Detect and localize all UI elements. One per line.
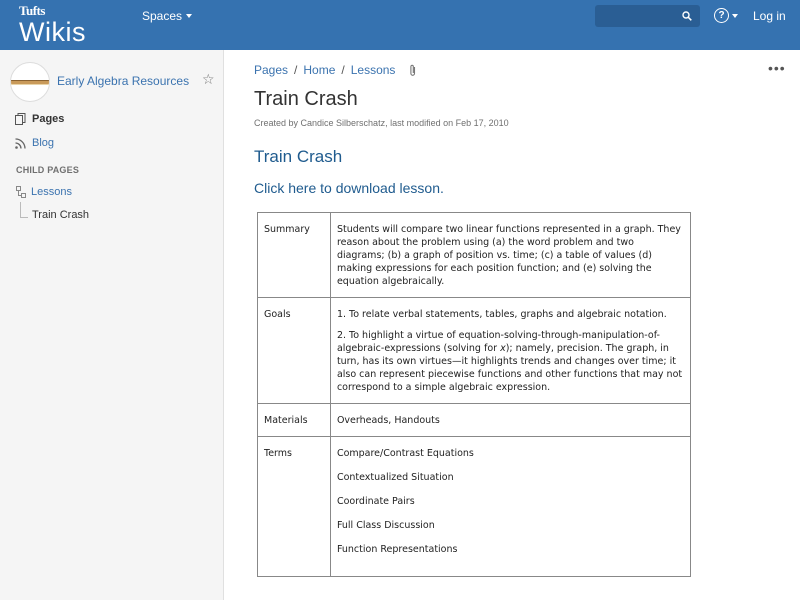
rss-icon [15,138,26,149]
goal-variable: x [500,343,506,354]
chevron-down-icon [732,14,738,18]
star-icon[interactable]: ☆ [202,71,215,87]
goal-item [337,329,684,394]
sidebar [0,50,224,600]
page-title: Train Crash [254,88,358,110]
term-item: Contextualized Situation [336,472,454,483]
sidebar-item-blog[interactable] [15,137,54,149]
child-pages-heading: CHILD PAGES [16,165,80,175]
sidebar-item-pages[interactable] [15,113,64,125]
logo-bottom-text: Wikis [19,17,86,47]
breadcrumb-home[interactable]: Home [303,63,336,77]
page-tree-icon [16,186,26,198]
row-label: Terms [258,437,331,577]
logo-top-text: Tufts [19,3,45,18]
space-name-link[interactable]: Early Algebra Resources [57,74,190,88]
more-actions-button[interactable]: ••• [768,60,786,76]
sidebar-item-label: Pages [32,113,65,125]
goals-cell [330,298,690,404]
breadcrumb [254,63,417,77]
breadcrumb-lessons[interactable]: Lessons [350,63,396,77]
search-icon [682,11,692,21]
goal-text: 2. To highlight a virtue of equation-solving-through-manipulation-of-algebraic-expressions (solving for [336,330,660,354]
child-page-lessons[interactable] [16,186,72,198]
breadcrumb-pages[interactable]: Pages [254,63,289,77]
spaces-label: Spaces [142,9,183,23]
row-label: Materials [258,404,331,437]
top-navigation-bar [0,0,800,50]
term-item: Function Representations [336,544,458,555]
sidebar-item-label: Blog [32,137,55,149]
child-page-label: Lessons [31,186,72,198]
summary-text: Students will compare two linear functions represented in a graph. They reason about the problem using (a) the word problem and two diagrams; (b) a graph of position vs. time; (c) a table of values (d) making expressions for each position function; and (e) solving the equation algebraically. [330,213,690,298]
term-item: Full Class Discussion [336,520,435,531]
pages-icon [15,113,26,125]
search-input[interactable] [595,5,700,27]
table-row [258,437,691,577]
table-row [258,298,691,404]
attachment-icon[interactable] [409,64,417,77]
breadcrumb-separator: / [294,63,298,77]
content-heading: Train Crash [254,147,343,166]
goal-text: ); namely, precision. The graph, in turn, has its own virtues—it highlights trends and changes over time; it also can represent piecewise functions and other functions that may not correspond to a simple algebraic expression. [336,343,683,393]
spaces-menu-button[interactable] [142,9,192,23]
goal-item: 1. To relate verbal statements, tables, graphs and algebraic notation. [336,309,667,320]
row-label: Summary [258,213,331,298]
row-label: Goals [258,298,331,404]
lesson-table [257,212,691,577]
chevron-down-icon [186,14,192,18]
materials-text: Overheads, Handouts [330,404,690,437]
breadcrumb-separator: / [341,63,345,77]
terms-cell [330,437,690,577]
download-lesson-link[interactable]: Click here to download lesson. [254,180,444,196]
tufts-wikis-logo[interactable] [19,4,86,47]
page-byline: Created by Candice Silberschatz, last modified on Feb 17, 2010 [254,118,509,128]
help-menu-button[interactable] [714,8,738,23]
login-link[interactable]: Log in [753,9,786,23]
space-avatar[interactable] [10,62,50,102]
help-icon: ? [714,8,729,23]
table-row [258,213,691,298]
pencil-icon [11,63,50,102]
child-page-train-crash[interactable]: Train Crash [32,209,90,221]
tree-connector [20,202,28,218]
table-row [258,404,691,437]
term-item: Coordinate Pairs [336,496,415,507]
term-item: Compare/Contrast Equations [336,448,474,459]
